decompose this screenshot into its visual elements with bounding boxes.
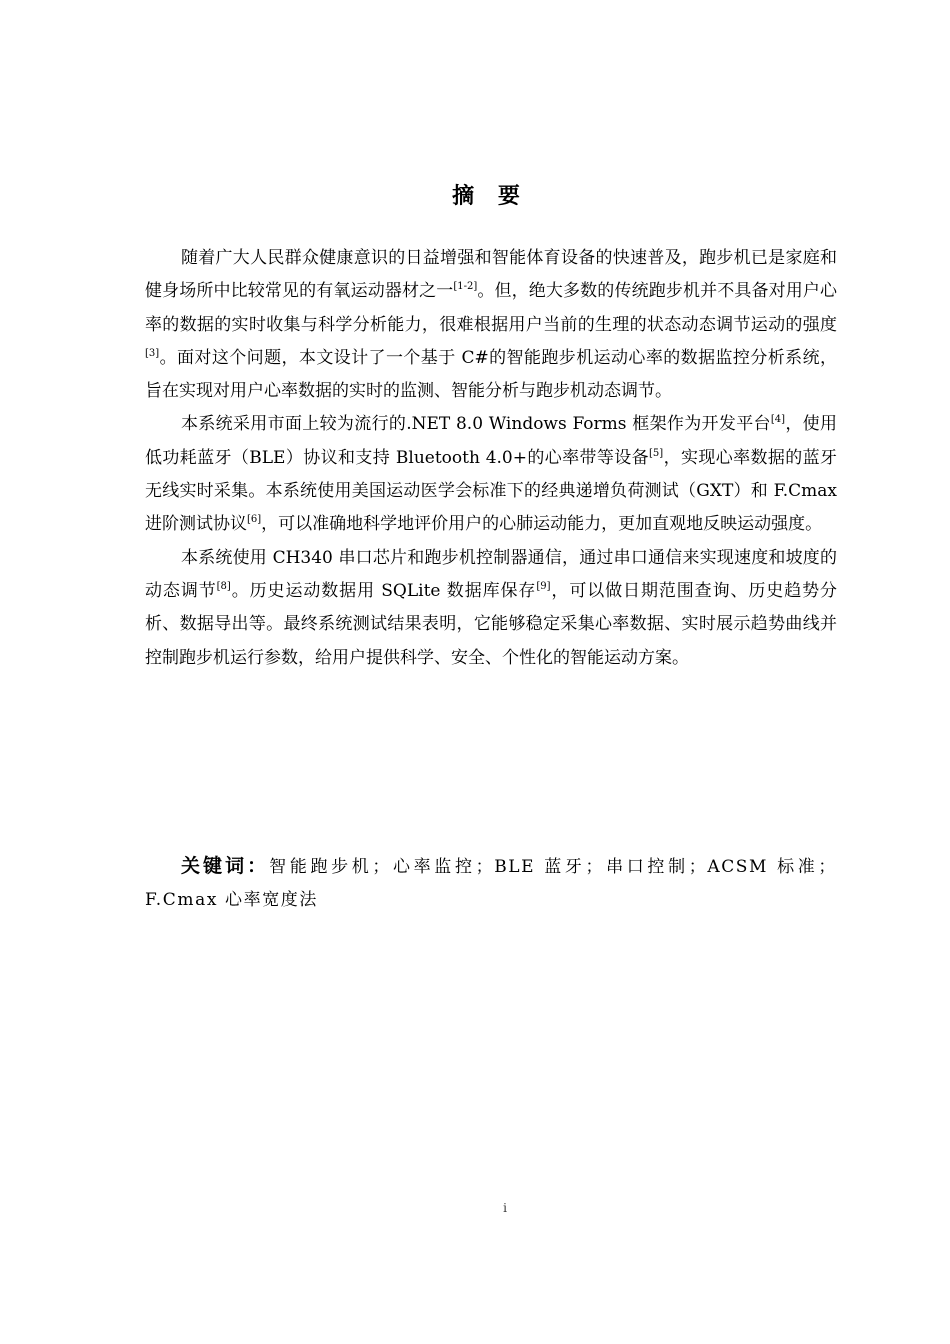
citation-marker: [6]: [247, 514, 262, 526]
abstract-paragraph: [145, 542, 837, 675]
citation-marker: [1-2]: [453, 281, 478, 293]
keywords-label: 关键词：: [181, 855, 270, 877]
abstract-body: [145, 242, 837, 675]
paragraph-text: 随着广大人民群众健康意识的日益增强和智能体育设备的快速普及，跑步机已是家庭和健身场所中比较常见的有氧运动器材之一: [145, 248, 837, 302]
citation-marker: [3]: [145, 347, 160, 359]
page-number: i: [503, 1201, 507, 1215]
paragraph-text: 本系统采用市面上较为流行的.NET 8.0 Windows Forms 框架作为开发平台: [181, 414, 771, 435]
abstract-paragraph: [145, 242, 837, 408]
paragraph-text: 。历史运动数据用 SQLite 数据库保存: [230, 580, 537, 601]
paragraph-text: ，可以准确地科学地评价用户的心肺运动能力，更加直观地反映运动强度。: [261, 514, 823, 535]
paragraph-text: ，实现心率数据的蓝牙无线实时采集。本系统使用美国运动医学会标准下的经典递增负荷测试（GXT）和 F.Cmax 进阶测试协议: [145, 447, 837, 535]
citation-marker: [4]: [770, 414, 786, 426]
citation-marker: [8]: [216, 580, 231, 592]
paragraph-text: 本系统使用 CH340 串口芯片和跑步机控制器通信，通过串口通信来实现速度和坡度的动态调节: [145, 547, 837, 601]
keywords-line: [145, 850, 837, 917]
paragraph-text: 。面对这个问题，本文设计了一个基于 C#的智能跑步机运动心率的数据监控分析系统，旨在实现对用户心率数据的实时的监测、智能分析与跑步机动态调节。: [145, 347, 837, 402]
keywords-text: 智能跑步机；心率监控；BLE 蓝牙；串口控制；ACSM 标准；F.Cmax 心率宽度法: [145, 857, 837, 910]
paragraph-text: ，使用低功耗蓝牙（BLE）协议和支持 Bluetooth 4.0+的心率带等设备: [145, 414, 838, 468]
citation-marker: [5]: [649, 447, 664, 459]
abstract-paragraph: [145, 408, 837, 541]
paragraph-text: 。但，绝大多数的传统跑步机并不具备对用户心率的数据的实时收集与科学分析能力，很难根据用户当前的生理的状态动态调节运动的强度: [145, 281, 838, 335]
citation-marker: [9]: [536, 580, 551, 592]
paragraph-text: ，可以做日期范围查询、历史趋势分析、数据导出等。最终系统测试结果表明，它能够稳定采集心率数据、实时展示趋势曲线并控制跑步机运行参数，给用户提供科学、安全、个性化的智能运动方案。: [145, 580, 838, 668]
abstract-title: 摘 要: [452, 184, 528, 209]
